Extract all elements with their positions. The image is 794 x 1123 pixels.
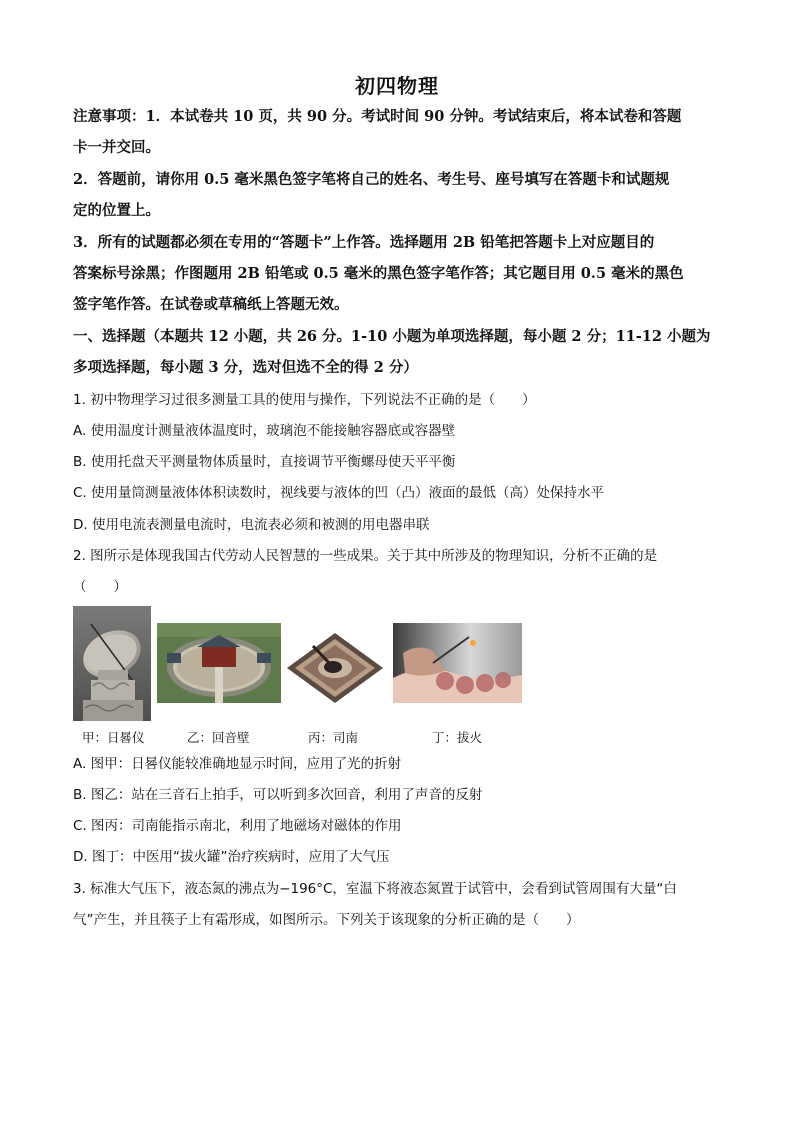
question-1-stem: 1. 初中物理学习过很多测量工具的使用与操作，下列说法不正确的是（ ） — [73, 392, 536, 408]
notice-3-line-2: 答案标号涂黑；作图题用 2B 铅笔或 0.5 毫米的黑色签字笔作答；其它题目用 0.5 毫米的黑色 — [73, 265, 684, 282]
question-2-blank: （ ） — [73, 579, 127, 595]
caption-ding: 丁：拔火 — [432, 730, 483, 745]
question-1-option-c: C. 使用量筒测量液体体积读数时，视线要与液体的凹（凸）液面的最低（高）处保持水平 — [73, 485, 605, 501]
page-title: 初四物理 — [355, 74, 439, 98]
sinan-compass-photo — [285, 631, 385, 705]
sundial-photo — [73, 606, 151, 721]
notice-3-line-1: 3．所有的试题都必须在专用的“答题卡”上作答。选择题用 2B 铅笔把答题卡上对应题目的 — [73, 234, 655, 251]
notice-2-line-2: 定的位置上。 — [73, 202, 160, 219]
section-heading-line-2: 多项选择题，每小题 3 分，选对但选不全的得 2 分） — [73, 359, 418, 376]
question-1-option-b: B. 使用托盘天平测量物体质量时，直接调节平衡螺母使天平平衡 — [73, 454, 456, 470]
notice-1-line-2: 卡一并交回。 — [73, 139, 160, 156]
question-3-stem-line-1: 3. 标准大气压下，液态氮的沸点为−196°C，室温下将液态氮置于试管中，会看到试管周围有大量“白 — [73, 881, 677, 897]
caption-bing: 丙：司南 — [308, 730, 359, 745]
question-3-stem-line-2: 气”产生，并且筷子上有霜形成，如图所示。下列关于该现象的分析正确的是（ ） — [73, 912, 580, 928]
question-2-option-b: B. 图乙：站在三音石上拍手，可以听到多次回音，利用了声音的反射 — [73, 787, 483, 803]
section-heading-line-1: 一、选择题（本题共 12 小题，共 26 分。1-10 小题为单项选择题，每小题 2 分；11-12 小题为 — [73, 328, 711, 345]
cupping-photo — [393, 623, 522, 703]
notice-3-line-3: 签字笔作答。在试卷或草稿纸上答题无效。 — [73, 296, 349, 313]
question-2-option-c: C. 图丙：司南能指示南北，利用了地磁场对磁体的作用 — [73, 818, 402, 834]
echo-wall-photo — [157, 623, 281, 703]
question-1-option-d: D. 使用电流表测量电流时，电流表必须和被测的用电器串联 — [73, 517, 430, 533]
question-2-option-d: D. 图丁：中医用“拔火罐”治疗疾病时，应用了大气压 — [73, 849, 390, 865]
question-1-option-a: A. 使用温度计测量液体温度时，玻璃泡不能接触容器底或容器壁 — [73, 423, 456, 439]
notice-2-line-1: 2．答题前，请你用 0.5 毫米黑色签字笔将自己的姓名、考生号、座号填写在答题卡和试题规 — [73, 171, 670, 188]
caption-yi: 乙：回音壁 — [187, 730, 250, 745]
question-2-stem: 2. 图所示是体现我国古代劳动人民智慧的一些成果。关于其中所涉及的物理知识，分析不正确的是 — [73, 548, 658, 564]
question-2-option-a: A. 图甲：日晷仪能较准确地显示时间，应用了光的折射 — [73, 756, 402, 772]
notice-1-line-1: 注意事项：1．本试卷共 10 页，共 90 分。考试时间 90 分钟。考试结束后，将本试卷和答题 — [73, 108, 682, 125]
caption-jia: 甲：日晷仪 — [82, 730, 145, 745]
